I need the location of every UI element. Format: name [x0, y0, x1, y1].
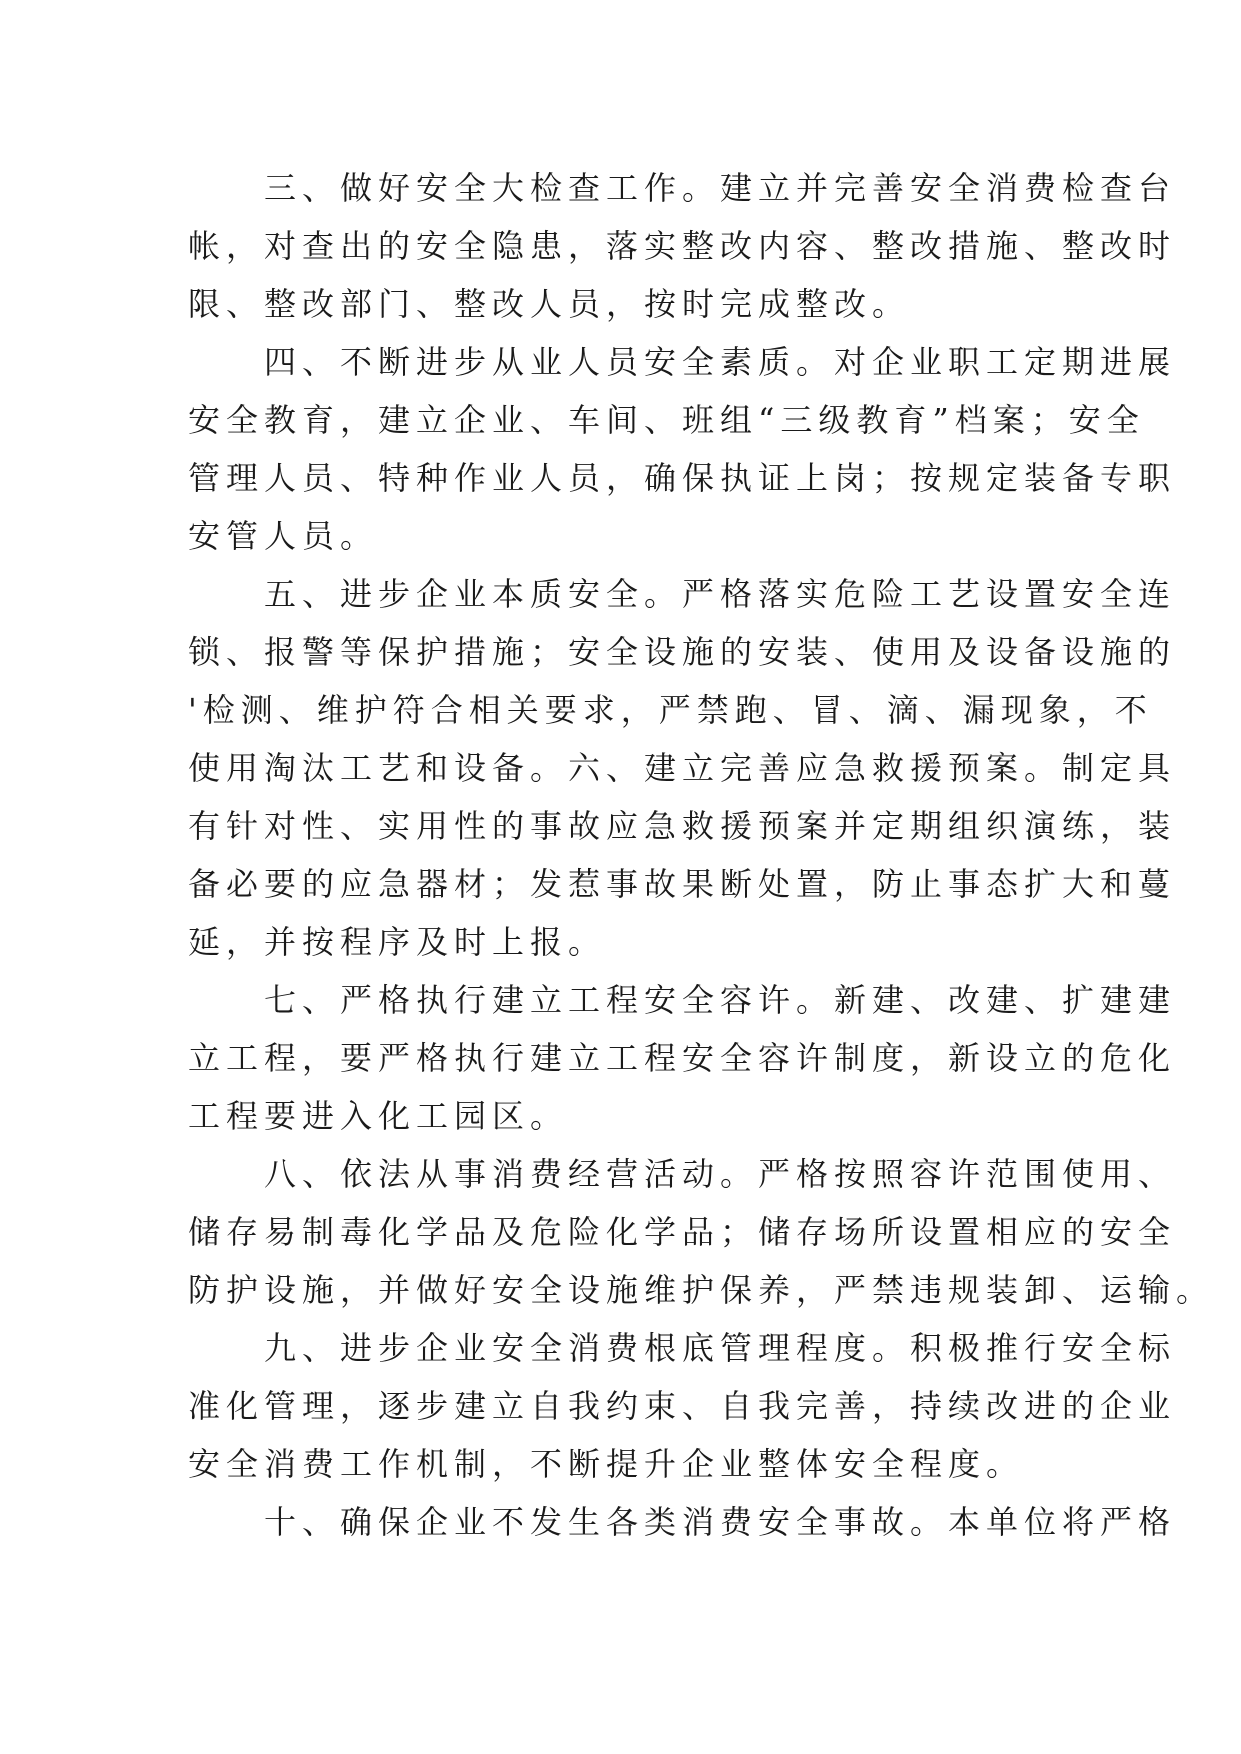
- text-line: 限、整改部门、整改人员，按时完成整改。: [188, 285, 911, 323]
- text-line: 立工程，要严格执行建立工程安全容许制度，新设立的危化: [188, 1039, 1177, 1077]
- text-line: 工程要进入化工园区。: [188, 1097, 569, 1135]
- text-line: 安全消费工作机制，不断提升企业整体安全程度。: [188, 1445, 1025, 1483]
- text-line: 九、进步企业安全消费根底管理程度。积极推行安全标: [188, 1329, 1177, 1367]
- text-line: 有针对性、实用性的事故应急救援预案并定期组织演练，装: [188, 807, 1177, 845]
- text-line: 锁、报警等保护措施；安全设施的安装、使用及设备设施的: [188, 633, 1177, 671]
- text-line: 管理人员、特种作业人员，确保执证上岗；按规定装备专职: [188, 459, 1177, 497]
- text-line: 使用淘汰工艺和设备。六、建立完善应急救援预案。制定具: [188, 749, 1177, 787]
- text-line: 十、确保企业不发生各类消费安全事故。本单位将严格: [188, 1503, 1177, 1541]
- text-line: 储存易制毒化学品及危险化学品；储存场所设置相应的安全: [188, 1213, 1177, 1251]
- text-line: 帐，对查出的安全隐患，落实整改内容、整改措施、整改时: [188, 227, 1177, 265]
- text-line: 安管人员。: [188, 517, 379, 555]
- text-line: 安全教育，建立企业、车间、班组“三级教育”档案；安全: [188, 401, 1145, 439]
- text-line: 备必要的应急器材；发惹事故果断处置，防止事态扩大和蔓: [188, 865, 1177, 903]
- text-line: 五、进步企业本质安全。严格落实危险工艺设置安全连: [188, 575, 1177, 613]
- text-line: 防护设施，并做好安全设施维护保养，严禁违规装卸、运输。: [188, 1271, 1215, 1309]
- text-line: 三、做好安全大检查工作。建立并完善安全消费检查台: [188, 169, 1177, 207]
- text-line: 四、不断进步从业人员安全素质。对企业职工定期进展: [188, 343, 1177, 381]
- text-line: 延，并按程序及时上报。: [188, 923, 607, 961]
- text-line: 七、严格执行建立工程安全容许。新建、改建、扩建建: [188, 981, 1177, 1019]
- text-line: 准化管理，逐步建立自我约束、自我完善，持续改进的企业: [188, 1387, 1177, 1425]
- text-line: '检测、维护符合相关要求，严禁跑、冒、滴、漏现象，不: [188, 691, 1153, 729]
- text-line: 八、依法从事消费经营活动。严格按照容许范围使用、: [188, 1155, 1177, 1193]
